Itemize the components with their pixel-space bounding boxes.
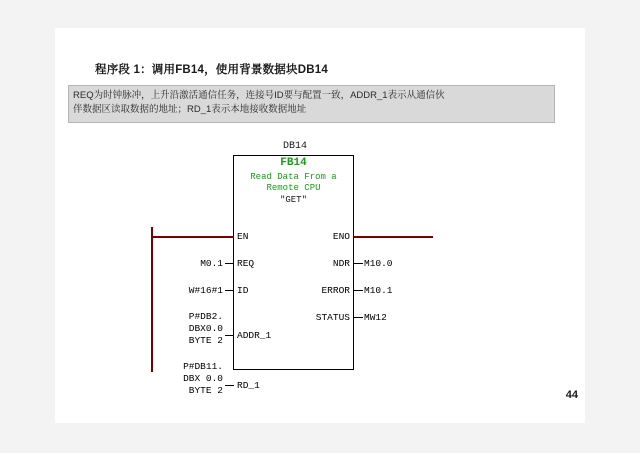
pin-label-ndr: NDR <box>332 258 350 269</box>
stub-rd1 <box>225 385 234 386</box>
pin-label-addr1: ADDR_1 <box>237 330 272 341</box>
operand-rd1-line-2: DBX 0.0 <box>183 373 223 384</box>
pin-label-rd1: RD_1 <box>237 380 260 391</box>
block-description-line-2: Remote CPU <box>266 183 321 193</box>
stub-error <box>354 290 363 291</box>
operand-rd1-line-3: BYTE 2 <box>188 385 223 396</box>
operand-id: W#16#1 <box>188 285 223 296</box>
pin-label-en: EN <box>237 231 249 242</box>
page-margin-right <box>585 0 640 453</box>
block-mnemonic-label: "GET" <box>279 195 307 205</box>
en-wire <box>151 236 234 238</box>
operand-req: M0.1 <box>200 258 223 269</box>
network-comment-line-2: 伴数据区读取数据的地址；RD_1表示本地接收数据地址 <box>73 104 307 115</box>
network-comment-box <box>68 85 555 123</box>
stub-id <box>225 290 234 291</box>
operand-addr1-line-1: P#DB2. <box>188 311 223 322</box>
pin-label-status: STATUS <box>315 312 350 323</box>
page-margin-top <box>0 0 640 28</box>
operand-addr1-line-3: BYTE 2 <box>188 335 223 346</box>
network-comment-line-1: REQ为时钟脉冲，上升沿激活通信任务，连接号ID要与配置一致，ADDR_1表示从通信伙 <box>73 90 445 101</box>
stub-status <box>354 317 363 318</box>
power-rail <box>151 227 153 372</box>
pin-label-req: REQ <box>237 258 255 269</box>
page-margin-bottom <box>0 423 640 453</box>
pin-label-eno: ENO <box>332 231 350 242</box>
block-description-line-1: Read Data From a <box>250 172 337 182</box>
block-name-label: FB14 <box>280 157 307 169</box>
operand-status: MW12 <box>364 312 387 323</box>
operand-addr1-line-2: DBX0.0 <box>188 323 223 334</box>
operand-error: M10.1 <box>364 285 393 296</box>
operand-ndr: M10.0 <box>364 258 393 269</box>
pin-label-error: ERROR <box>321 285 350 296</box>
eno-wire <box>353 236 433 238</box>
stub-addr1 <box>225 335 234 336</box>
page-number: 44 <box>565 389 578 401</box>
network-title: 程序段 1：调用FB14，使用背景数据块DB14 <box>95 64 328 76</box>
pin-label-id: ID <box>237 285 249 296</box>
instance-db-label: DB14 <box>283 141 308 152</box>
network-sheet <box>55 28 585 423</box>
operand-rd1-line-1: P#DB11. <box>183 361 223 372</box>
page-margin-left <box>0 0 55 453</box>
stub-ndr <box>354 263 363 264</box>
stub-req <box>225 263 234 264</box>
